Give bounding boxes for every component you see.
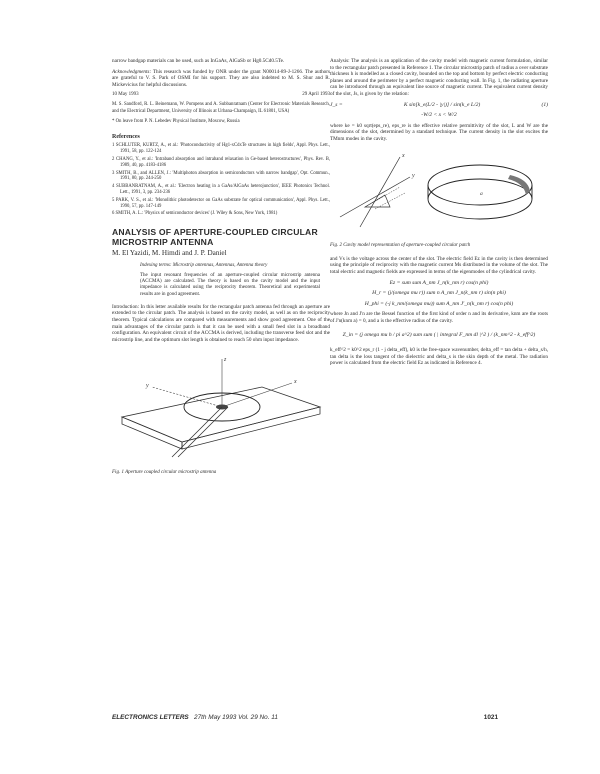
svg-text:z: z: [224, 357, 227, 364]
reference-item: 6 SMITH, A. L.: 'Physics of semiconductor devices' (J. Wiley & Sons, New York, 1981): [112, 211, 278, 217]
affiliation: M. S. Sandford, R. L. Beinemann, W. Pompens and A. Subbanratnam (Center for Electronic Materials Research, and the Electrical Department, University of Illinois at Urbana-Champaign, IL 61801, USA): [112, 101, 330, 114]
eq1-rhs: K sin[k_e(L/2 - |y|)] / sin(k_e L/2): [403, 101, 481, 108]
reference-item: 2 CHANG, Y., et al.: 'Intraband absorption and intraband relaxation in Ge-based heterostructures', Phys. Rev. B, 1989, 40, pp. 4183-4186: [112, 156, 330, 168]
equation-4: H_phi = (-j k_nm/(omega mu)) sum A_nm J'_n(k_nm r) cos(n phi): [364, 300, 514, 307]
equation-5: Z_in = (j omega mu h / pi a^2) sum sum ( | integral F_nm dl |^2 ) / (k_nm^2 - k_eff^2): [342, 332, 536, 339]
acknowledgments: [112, 69, 330, 89]
intro-paragraph: narrow bandgap materials can be used, such as InGaAs, AlGaSb or Hg0.5Cd0.5Te.: [112, 58, 285, 64]
abstract-text: The input resonant frequencies of an aperture-coupled circular microstrip antenna (ACCMA) are calculated. The theory is based on the cavity model and the input impedance is calculated using the reciprocity theorem. Theoretical and experimental results are in good agreement.: [140, 272, 320, 297]
svg-text:y: y: [412, 172, 415, 179]
abstract: [140, 263, 320, 298]
eq1-condition: -W/2 < x < W/2: [421, 112, 457, 119]
footer-issue: 27th May 1993 Vol. 29 No. 11: [194, 714, 278, 721]
page-footer: [112, 714, 498, 721]
x-axis-fig2: [340, 177, 410, 217]
reference-item: 3 SMITH, B., and ALLEN, J.: 'Multiphoton absorption in semiconductors with narrow bandgap', Opt. Commun., 1991, 80, pp. 244-250: [112, 170, 330, 182]
figure-2: [330, 147, 548, 250]
left-column: [112, 58, 330, 476]
right-column: [330, 58, 548, 371]
ack-label: Acknowledgments:: [112, 68, 152, 75]
dateline-left: 10 May 1993: [112, 92, 139, 98]
svg-text:y: y: [146, 383, 149, 390]
references-list: [112, 143, 330, 217]
footer-journal: ELECTRONICS LETTERS 27th May 1993 Vol. 29 No. 11: [112, 714, 278, 721]
where-paragraph-2: where Jn and J'n are the Bessel function of the first kind of order n and its derivative, knm are the roots of J'n(knm a) = 0, and a is the effective radius of the cavity.: [330, 311, 548, 324]
ack-text: This research was funded by ONR under the grant N00014-89-J-1266. The authors are grateful to V. S. Park of OSMI for his support. They are also indebted to M. S. Shur and R. Mickevicius for helpful discussions.: [112, 68, 331, 88]
where-paragraph-1: where ke = k0 sqrt(eps_re), eps_re is the effective relative permittivity of the slot, L and W are the dimensions of the slot, determined by a standard technique. The current density in the slot excites the TMnm modes in the cavity.: [330, 122, 548, 142]
index-terms: Indexing terms: Microstrip antennas, Antennas, Antenna theory: [140, 262, 268, 268]
feed-line: [172, 407, 222, 457]
reference-item: 1 SCHLUTER, KURTZ, A., et al.: 'Photoconductivity of Hg1-xCdxTe structures in high fields', Appl. Phys. Lett., 1991, 58, pp. 122-124: [112, 143, 330, 155]
figure-1: [112, 347, 330, 476]
article-title: ANALYSIS OF APERTURE-COUPLED CIRCULAR MICROSTRIP ANTENNA: [112, 227, 318, 248]
footnote: * On leave from P. N. Lebedev Physical Institute, Moscow, Russia: [112, 119, 240, 125]
authors: M. El Yazidi, M. Himdi and J. P. Daniel: [112, 249, 227, 258]
equation-2: Ez = sum sum A_nm J_n(k_nm r) cos(n phi): [389, 279, 489, 286]
body-paragraph: Introduction: In this letter available results for the rectangular patch antenna fed through an aperture are extended to the circular patch. The analysis is based on the cavity model, as well as on the reciprocity theorem. Typical calculations are compared with measurements and show good agreement. One of the main advantages of the circular patch is that it can be used with a small feed slot in a broadband configuration. An equivalent circuit of the ACCMA is derived, including the transverse feed slot and the microstrip line, and the optimum slot length is obtained to reach 50 ohm input impedance.: [112, 303, 330, 343]
equation-3: H_r = (j/(omega mu r)) sum n A_nm J_n(k_nm r) sin(n phi): [372, 290, 506, 297]
svg-text:x: x: [294, 379, 297, 386]
reference-item: 4 SUBBANRATNAM, A., et al.: 'Electron heating in a GaAs/AlGaAs heterojunction', IEEE Photonics Technol. Lett., 1991, 3, pp. 234-236: [112, 184, 330, 195]
dateline-right: 29 April 1993: [302, 92, 330, 98]
y-axis-fig2: [360, 157, 400, 227]
svg-text:a: a: [480, 190, 483, 197]
page-number: 1021: [483, 714, 498, 721]
figure-2-caption: Fig. 2 Cavity model representation of aperture-coupled circular patch: [330, 243, 471, 249]
closing-paragraph: k_eff^2 = k0^2 eps_r (1 - j delta_eff), k0 is the free-space wavenumber, delta_eff = tan delta + delta_s/h, tan delta is the loss tangent of the dielectric and delta_s is the skin depth of the metal. The radiation power is calculated from the electric field Ez as indicated in Reference 4.: [330, 347, 548, 367]
dateline: [112, 92, 330, 99]
svg-text:x: x: [402, 152, 405, 159]
reference-item: 5 PARK, V. S., et al.: 'Monolithic photodetector on GaAs substrate for optical communication', Appl. Phys. Lett., 1990, 57, pp. 147-149: [112, 197, 330, 209]
body-paragraph-2: and Vs is the voltage across the center of the slot. The electric field Ez in the cavity is then determined using the principle of reciprocity with the magnetic current Ms distributed in the volume of the slot. The total electric and magnetic fields are expressed in terms of the eigenmodes of the cylindrical cavity.: [330, 255, 548, 275]
eq1-lhs: J_s =: [330, 101, 343, 108]
references-heading: References: [112, 133, 140, 140]
figure-2-drawing: [330, 147, 548, 239]
figure-1-drawing: [112, 347, 330, 465]
equation-1: [330, 102, 548, 109]
x-axis: [222, 383, 292, 407]
eq1-label: (1): [541, 101, 548, 108]
analysis-paragraph: Analysis: The analysis is an application of the cavity model with magnetic current formulation, similar to the rectangular patch presented in Reference 1. The circular microstrip patch of radius a over substrate thickness h is modelled as a closed cavity, bounded on the top and bottom by perfect electric conducting planes and around the perimeter by a perfect magnetic conducting wall. In Fig. 1, the radiating aperture can be introduced through an equivalent line source of magnetic current. The equivalent current density of the slot, Js, is given by the relation:: [330, 58, 548, 97]
magnetic-wall: [508, 175, 530, 195]
y-axis: [152, 387, 222, 407]
figure-1-caption: Fig. 1 Aperture coupled circular microstrip antenna: [112, 469, 217, 475]
